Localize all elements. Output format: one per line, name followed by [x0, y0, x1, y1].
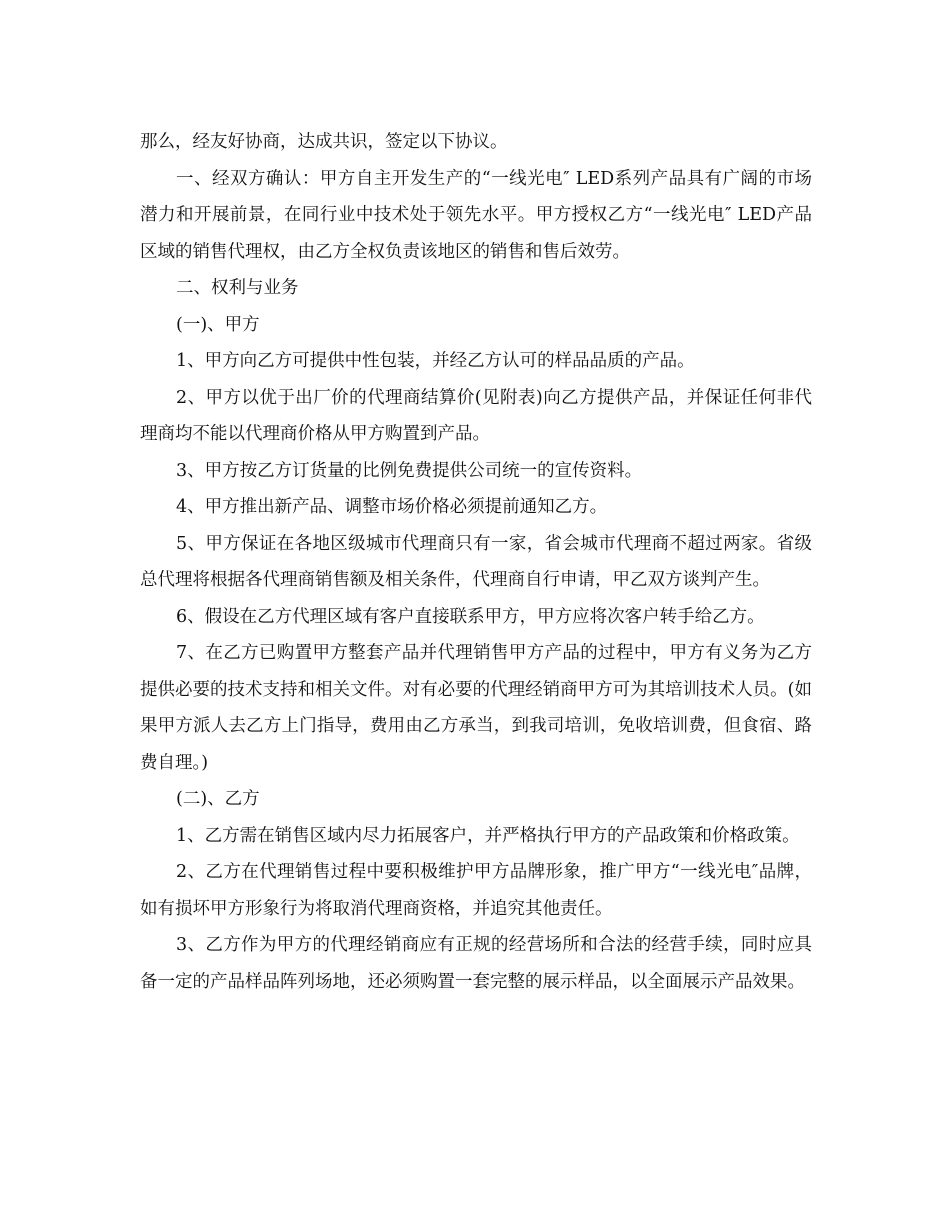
party-b-item-3: 3、乙方作为甲方的代理经销商应有正规的经营场所和合法的经营手续，同时应具备一定的产品样品阵列场地，还必须购置一套完整的展示样品，以全面展示产品效果。	[140, 935, 812, 992]
party-a-item-7: 7、在乙方已购置甲方整套产品并代理销售甲方产品的过程中，甲方有义务为乙方提供必要的技术支持和相关文件。对有必要的代理经销商甲方可为其培训技术人员。(如果甲方派人去乙方上门指导，费用由乙方承当，到我司培训，免收培训费，但食宿、路费自理。)	[140, 643, 812, 773]
paragraph-clause-1: 一、经双方确认：甲方自主开发生产的“一线光电″ LED系列产品具有广阔的市场潜力和开展前景，在同行业中技术处于领先水平。甲方授权乙方“一线光电″ LED产品 区域的销售代理权，由乙方全权负责该地区的销售和售后效劳。	[140, 168, 812, 262]
party-a-item-6: 6、假设在乙方代理区域有客户直接联系甲方，甲方应将次客户转手给乙方。	[176, 606, 765, 627]
party-b-item-2: 2、乙方在代理销售过程中要积极维护甲方品牌形象，推广甲方“一线光电″品牌，如有损坏甲方形象行为将取消代理商资格，并追究其他责任。	[140, 862, 812, 919]
party-a-item-4: 4、甲方推出新产品、调整市场价格必须提前通知乙方。	[176, 497, 608, 517]
party-a-item-3: 3、甲方按乙方订货量的比例免费提供公司统一的宣传资料。	[176, 460, 643, 481]
subsection-heading-party-a: (一)、甲方	[176, 314, 260, 335]
party-a-item-1: 1、甲方向乙方可提供中性包装，并经乙方认可的样品品质的产品。	[176, 351, 695, 371]
party-a-item-2: 2、甲方以优于出厂价的代理商结算价(见附表)向乙方提供产品，并保证任何非代理商均不能以代理商价格从甲方购置到产品。	[140, 387, 812, 444]
section-heading-rights: 二、权利与业务	[176, 278, 299, 298]
party-a-item-5: 5、甲方保证在各地区级城市代理商只有一家，省会城市代理商不超过两家。省级总代理将根据各代理商销售额及相关条件，代理商自行申请，甲乙双方谈判产生。	[140, 533, 812, 590]
paragraph-intro: 那么，经友好协商，达成共识，签定以下协议。	[140, 132, 508, 152]
party-b-item-1: 1、乙方需在销售区域内尽力拓展客户，并严格执行甲方的产品政策和价格政策。	[176, 825, 800, 846]
subsection-heading-party-b: (二)、乙方	[176, 789, 260, 809]
document-body	[140, 124, 812, 1000]
